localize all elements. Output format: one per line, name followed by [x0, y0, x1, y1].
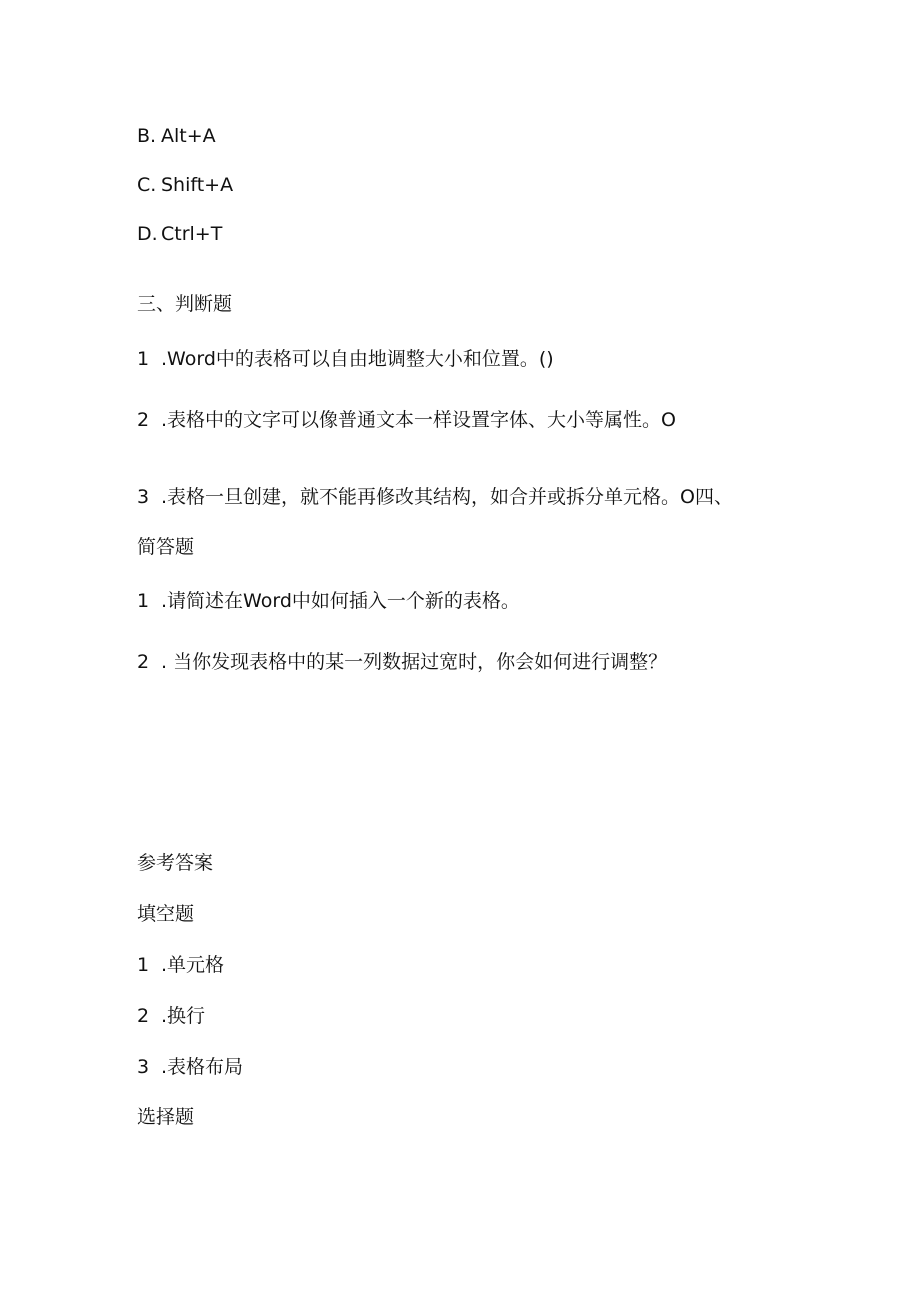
item-text: .换行	[161, 1005, 206, 1027]
sa-item-2	[137, 649, 667, 675]
item-number: 1	[137, 348, 150, 370]
item-text: .Word中的表格可以自由地调整大小和位置。()	[161, 348, 554, 370]
fill-blank-heading: 填空题	[137, 903, 195, 925]
answer-item-2	[137, 1003, 205, 1029]
choice-option-d	[137, 221, 222, 247]
choice-text: Alt+A	[161, 125, 216, 147]
choice-option-c	[137, 172, 233, 198]
choice-letter: B.	[137, 125, 157, 147]
choice-text: Ctrl+T	[161, 223, 223, 245]
item-text: . 当你发现表格中的某一列数据过宽时，你会如何进行调整？	[161, 651, 668, 673]
choice-option-b	[137, 123, 216, 149]
item-number: 3	[137, 486, 150, 508]
item-number: 3	[137, 1056, 150, 1078]
item-number: 2	[137, 1005, 150, 1027]
item-number: 1	[137, 590, 150, 612]
choice-letter: C.	[137, 174, 157, 196]
tf-item-1	[137, 346, 554, 372]
tf-item-2	[137, 407, 676, 433]
choice-letter: D.	[137, 223, 158, 245]
answers-heading: 参考答案	[137, 852, 214, 874]
item-text: .请简述在Word中如何插入一个新的表格。	[161, 590, 520, 612]
answer-item-3	[137, 1054, 243, 1080]
item-number: 1	[137, 954, 150, 976]
choice-answer-heading: 选择题	[137, 1106, 195, 1128]
tf-item-3	[137, 484, 733, 510]
section-heading-true-false: 三、判断题	[137, 293, 233, 315]
item-number: 2	[137, 651, 150, 673]
sa-item-1	[137, 588, 520, 614]
item-text: .表格中的文字可以像普通文本一样设置字体、大小等属性。O	[161, 409, 676, 431]
item-text: .表格布局	[161, 1056, 244, 1078]
choice-text: Shift+A	[161, 174, 234, 196]
answer-item-1	[137, 952, 224, 978]
item-number: 2	[137, 409, 150, 431]
item-text: .表格一旦创建，就不能再修改其结构，如合并或拆分单元格。O四、	[161, 486, 733, 508]
section-heading-short-answer: 简答题	[137, 536, 195, 558]
item-text: .单元格	[161, 954, 225, 976]
